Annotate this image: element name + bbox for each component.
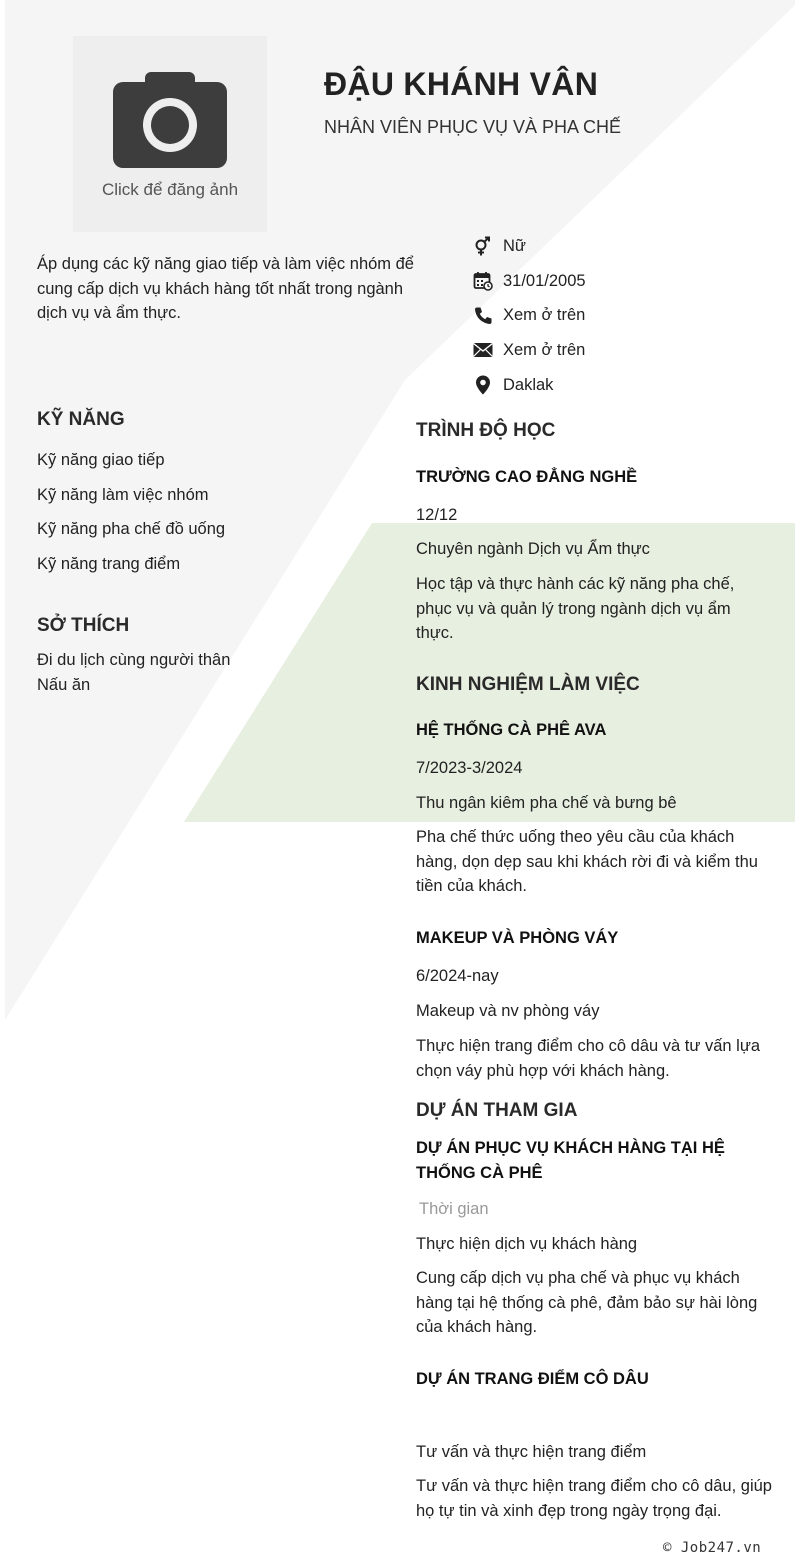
project-description: Cung cấp dịch vụ pha chế và phục vụ khách hàng tại hệ thống cà phê, đảm bảo sự hài lòng của khách hàng.: [416, 1269, 758, 1336]
email-value: Xem ở trên: [503, 340, 586, 359]
hobby-item: Nấu ăn: [37, 675, 91, 694]
contact-email: [472, 333, 586, 368]
phone-value: Xem ở trên: [503, 306, 586, 325]
company-name: HỆ THỐNG CÀ PHÊ AVA: [416, 721, 607, 739]
company-name: MAKEUP VÀ PHÒNG VÁY: [416, 929, 619, 947]
education-major: Chuyên ngành Dịch vụ Ẩm thực: [416, 540, 650, 558]
email-icon: [472, 339, 494, 361]
contact-address: [472, 368, 586, 403]
birthday-value: 31/01/2005: [503, 271, 586, 290]
skill-item: Kỹ năng pha chế đồ uống: [37, 520, 226, 539]
experience-description: Thực hiện trang điểm cho cô dâu và tư vấn lựa chọn váy phù hợp với khách hàng.: [416, 1037, 761, 1080]
photo-upload-box[interactable]: [73, 36, 267, 232]
camera-icon: [111, 68, 229, 170]
calendar-icon: [472, 270, 494, 292]
photo-upload-label: Click để đăng ảnh: [101, 180, 239, 199]
skill-item: Kỹ năng trang điểm: [37, 555, 181, 574]
experience-heading: KINH NGHIỆM LÀM VIỆC: [416, 674, 640, 695]
projects-heading: DỰ ÁN THAM GIA: [416, 1100, 578, 1121]
skills-heading: KỸ NĂNG: [37, 409, 125, 430]
gender-icon: [472, 235, 494, 257]
hobby-item: Đi du lịch cùng người thân: [37, 651, 231, 669]
skill-item: Kỹ năng làm việc nhóm: [37, 485, 209, 504]
experience-position: Thu ngân kiêm pha chế và bưng bê: [416, 794, 677, 812]
career-summary: Áp dụng các kỹ năng giao tiếp và làm việc nhóm để cung cấp dịch vụ khách hàng tốt nhất trong ngành dịch vụ và ẩm thực.: [37, 255, 414, 322]
address-value: Daklak: [503, 375, 554, 394]
candidate-name: ĐẬU KHÁNH VÂN: [324, 66, 599, 102]
project-description: Tư vấn và thực hiện trang điểm cho cô dâu, giúp họ tự tin và xinh đẹp trong ngày trọng đại.: [416, 1477, 772, 1520]
contact-gender: [472, 229, 586, 264]
gender-value: Nữ: [503, 236, 526, 255]
contact-phone: [472, 298, 586, 333]
phone-icon: [472, 305, 494, 327]
hobbies-heading: SỞ THÍCH: [37, 615, 130, 636]
contact-birthday: [472, 264, 586, 299]
project-role: Tư vấn và thực hiện trang điểm: [416, 1443, 647, 1461]
hobbies-list: [37, 651, 367, 700]
education-heading: TRÌNH ĐỘ HỌC: [416, 420, 556, 441]
location-icon: [472, 374, 494, 396]
project-name: DỰ ÁN PHỤC VỤ KHÁCH HÀNG TẠI HỆ THỐNG CÀ PHÊ: [416, 1139, 725, 1182]
school-name: TRƯỜNG CAO ĐẲNG NGHỀ: [416, 468, 638, 486]
skill-item: Kỹ năng giao tiếp: [37, 451, 165, 469]
skills-list: [37, 451, 367, 590]
contact-list: [472, 229, 586, 402]
project-time-placeholder[interactable]: Thời gian: [419, 1200, 489, 1218]
education-time: 12/12: [416, 506, 458, 524]
job-title: NHÂN VIÊN PHỤC VỤ VÀ PHA CHẾ: [324, 117, 622, 137]
experience-position: Makeup và nv phòng váy: [416, 1002, 600, 1020]
footer-copyright: © Job247.vn: [663, 1540, 762, 1556]
experience-time: 6/2024-nay: [416, 967, 499, 985]
project-name: DỰ ÁN TRANG ĐIỂM CÔ DÂU: [416, 1370, 649, 1388]
education-description: Học tập và thực hành các kỹ năng pha chế, phục vụ và quản lý trong ngành dịch vụ ẩm thực.: [416, 575, 735, 642]
experience-description: Pha chế thức uống theo yêu cầu của khách hàng, dọn dẹp sau khi khách rời đi và kiểm thu tiền của khách.: [416, 828, 758, 895]
project-role: Thực hiện dịch vụ khách hàng: [416, 1235, 638, 1253]
experience-time: 7/2023-3/2024: [416, 759, 523, 777]
